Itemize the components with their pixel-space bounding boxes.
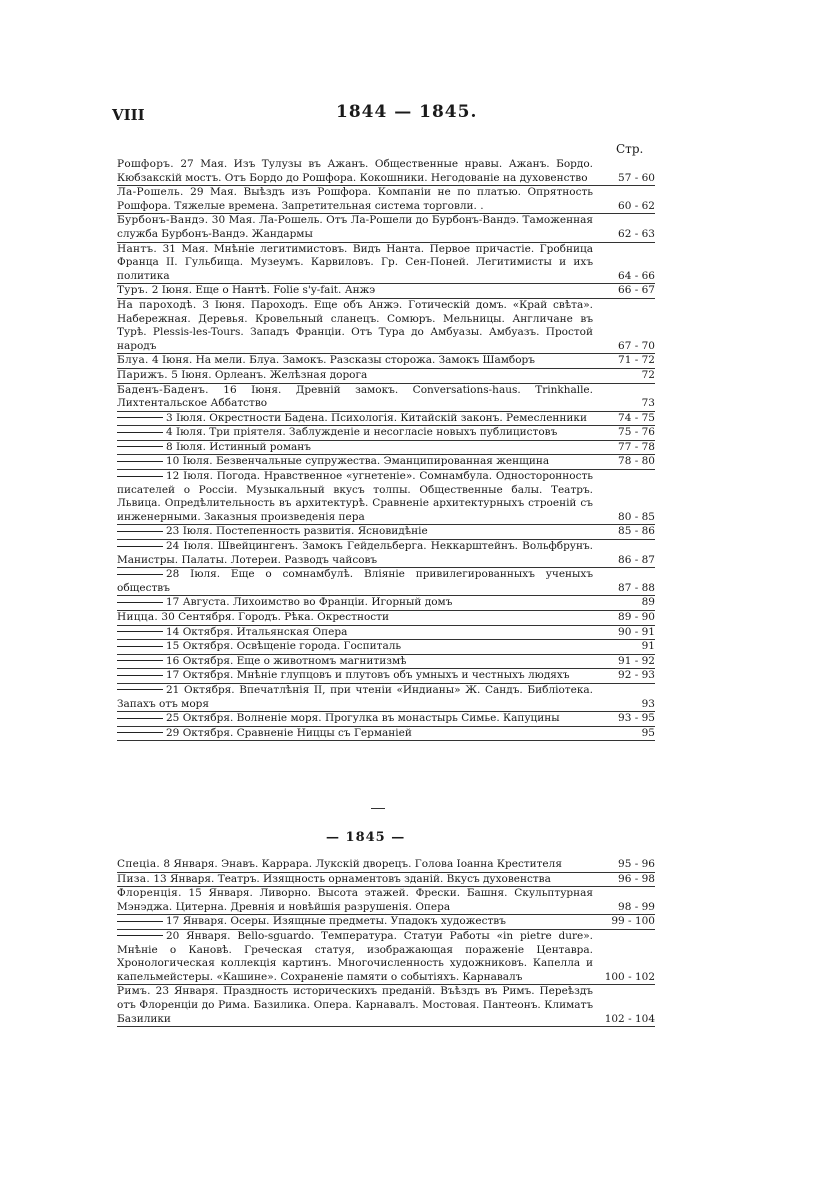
- toc-entry-place: Рошфоръ.: [117, 158, 174, 170]
- toc-entry-text-block: [117, 915, 597, 929]
- toc-entry: [117, 384, 655, 412]
- toc-entry: [117, 243, 655, 285]
- ditto-dash: [117, 432, 163, 433]
- toc-entry-text-block: [117, 426, 597, 440]
- year-label: 1845: [345, 830, 386, 845]
- toc-entry-text-block: [117, 684, 597, 711]
- toc-entry-place: Парижъ.: [117, 368, 168, 381]
- toc-entry-text-block: [117, 873, 597, 887]
- toc-entry-text-block: [117, 299, 597, 353]
- toc-entry-pages: 57 - 60: [618, 171, 655, 184]
- toc-entry-pages: 72: [641, 368, 655, 381]
- toc-entry-text-block: [117, 596, 597, 610]
- toc-entry-pages: 99 - 100: [611, 915, 655, 928]
- toc-entry: [117, 858, 655, 873]
- ditto-dash: [117, 631, 163, 632]
- year-heading-1845: — 1845 —: [326, 830, 406, 845]
- ditto-dash: [117, 732, 163, 733]
- ditto-dash: [117, 675, 163, 676]
- toc-entry: [117, 369, 655, 384]
- toc-entry-text: 27 Мая. Изъ Тулузы въ Ажанъ. Общественные нравы. Ажанъ. Бордо. Кюбзакскій мостъ. Отъ Бордо до Рошфора. Кокошники. Негодованіе на духовенство: [117, 158, 593, 184]
- ditto-dash: [117, 446, 163, 447]
- ditto-dash: [117, 718, 163, 719]
- toc-entry-text: 25 Октября. Волненіе моря. Прогулка въ монастырь Симье. Капуцины: [166, 712, 560, 725]
- toc-entry-text: 29 Мая. Выѣздъ изъ Рошфора. Компаніи не по платью. Опрятность Рошфора. Тяжелые времена. Запретительная система торговли. .: [117, 186, 593, 212]
- ditto-dash: [117, 417, 163, 418]
- toc-entry-pages: 71 - 72: [618, 354, 655, 367]
- toc-entry-pages: 92 - 93: [618, 669, 655, 682]
- toc-entry-text: 16 Іюня. Древній замокъ. Conversations-haus. Trinkhalle. Лихтентальское Аббатство: [117, 383, 593, 410]
- toc-entry: [117, 611, 655, 626]
- toc-entry-text-block: [117, 354, 597, 368]
- toc-entry: [117, 985, 655, 1027]
- toc-entry-text: 17 Августа. Лихоимство во Франціи. Игорный домъ: [166, 596, 453, 609]
- toc-entry-text: 16 Октября. Еще о животномъ магнитизмѣ: [166, 654, 407, 667]
- toc-entry-text-block: [117, 214, 597, 241]
- toc-entry-place: Флоренція.: [117, 887, 182, 900]
- toc-entry: [117, 354, 655, 369]
- toc-entry: [117, 426, 655, 441]
- toc-entry-pages: 98 - 99: [618, 900, 655, 913]
- ditto-dash: [117, 574, 163, 575]
- page-number: VIII: [112, 106, 145, 124]
- toc-entry-pages: 60 - 62: [618, 199, 655, 212]
- toc-entry-text: 15 Января. Ливорно. Высота этажей. Фрески. Башня. Скульптурная Мэнэджа. Цитерна. Древнія и новѣйшія разрушенія. Опера: [117, 887, 593, 913]
- toc-1845: [117, 858, 655, 1027]
- toc-entry-place: Бурбонъ-Вандэ.: [117, 214, 209, 227]
- toc-entry-text-block: [117, 712, 597, 726]
- toc-entry-pages: 67 - 70: [618, 339, 655, 352]
- toc-entry-text: 4 Іюля. Три пріятеля. Заблужденіе и несогласіе новыхъ публицистовъ: [166, 426, 558, 439]
- toc-entry-text: 31 Мая. Мнѣніе легитимистовъ. Видъ Нанта. Первое причастіе. Гробница Франца II. Гульбища. Музеумъ. Карвиловъ. Гр. Сен-Поней. Легитимисты и ихъ политика: [117, 242, 593, 282]
- toc-entry-text-block: [117, 525, 597, 539]
- toc-entry-pages: 95: [641, 726, 655, 739]
- toc-entry-pages: 73: [641, 397, 655, 410]
- toc-entry: [117, 214, 655, 242]
- toc-entry: [117, 712, 655, 727]
- toc-entry-text: 13 Января. Театръ. Изящность орнаментовъ зданій. Вкусъ духовенства: [153, 872, 551, 885]
- toc-entry-text-block: [117, 669, 597, 683]
- ditto-dash: [117, 546, 163, 547]
- toc-entry-place: Римъ.: [117, 985, 151, 998]
- toc-entry-text: 21 Октября. Впечатлѣнія II, при чтеніи «Индианы» Ж. Сандъ. Библіотека. Запахъ отъ моря: [117, 683, 593, 710]
- toc-entry: [117, 284, 655, 299]
- toc-entry-text: 30 Сентября. Городъ. Рѣка. Окрестности: [161, 611, 389, 623]
- toc-entry-text-block: [117, 284, 597, 298]
- toc-entry: [117, 626, 655, 641]
- toc-entry: [117, 684, 655, 712]
- toc-entry-text: 23 Января. Праздность историческихъ преданій. Въѣздъ въ Римъ. Переѣздъ отъ Флоренціи до Рима. Базилика. Опера. Карнавалъ. Мостовая. Пантеонъ. Климатъ Базилики: [117, 985, 593, 1025]
- toc-entry-pages: 78 - 80: [618, 455, 655, 468]
- toc-entry-text: 29 Октября. Сравненіе Ниццы съ Германіей: [166, 726, 412, 739]
- toc-entry-text: 30 Мая. Ла-Рошель. Отъ Ла-Рошели до Бурбонъ-Вандэ. Таможенная служба Бурбонъ-Вандэ. Жандармы: [117, 214, 593, 240]
- ditto-dash: [117, 461, 163, 462]
- toc-entry: [117, 299, 655, 354]
- toc-entry-text: 5 Іюня. Орлеанъ. Желѣзная дорога: [171, 368, 368, 381]
- toc-entry-text: 14 Октября. Итальянская Опера: [166, 625, 348, 638]
- toc-entry-text-block: [117, 985, 597, 1026]
- page-title: 1844 — 1845.: [336, 102, 478, 122]
- toc-entry-text-block: [117, 655, 597, 669]
- toc-entry-place: Пиза.: [117, 872, 150, 885]
- toc-entry-pages: 87 - 88: [618, 581, 655, 594]
- toc-entry-text: 28 Іюля. Еще о сомнамбулѣ. Вліяніе привилегированныхъ ученыхъ обществъ: [117, 568, 593, 594]
- toc-entry-place: Ла-Рошель.: [117, 186, 184, 199]
- toc-entry-text-block: [117, 540, 597, 567]
- toc-entry-text: 8 Января. Энавъ. Каррара. Лукскій дворецъ. Голова Іоанна Крестителя: [163, 858, 562, 870]
- toc-entry-place: Ницца.: [117, 611, 159, 623]
- toc-entry: [117, 441, 655, 456]
- toc-entry: [117, 568, 655, 596]
- ditto-dash: [117, 531, 163, 532]
- toc-entry-text-block: [117, 455, 597, 469]
- toc-entry-pages: 89 - 90: [618, 611, 655, 623]
- toc-entry: [117, 655, 655, 670]
- toc-entry-text: 8 Іюля. Истинный романъ: [166, 440, 311, 453]
- toc-entry-text: 24 Іюля. Швейцингенъ. Замокъ Гейдельберга. Неккарштейнъ. Вольфбрунъ. Манистры. Палаты. Лотереи. Разводъ чайсовъ: [117, 540, 593, 566]
- ditto-dash: [117, 660, 163, 661]
- toc-entry: [117, 158, 655, 186]
- toc-entry-text-block: [117, 384, 597, 411]
- toc-entry: [117, 640, 655, 655]
- ditto-dash: [117, 602, 163, 603]
- ditto-dash: [117, 689, 163, 690]
- toc-entry-text-block: [117, 611, 597, 625]
- toc-entry-text-block: [117, 626, 597, 640]
- toc-entry-place: Баденъ-Баденъ.: [117, 383, 209, 396]
- toc-entry-pages: 91: [641, 640, 655, 653]
- toc-entry-text-block: [117, 158, 597, 185]
- toc-entry: [117, 525, 655, 540]
- ditto-dash: [117, 921, 163, 922]
- toc-entry-text: 15 Октября. Освѣщеніе города. Госпиталь: [166, 640, 402, 653]
- toc-entry-text: 10 Іюля. Безвенчальные супружества. Эманципированная женщина: [166, 455, 550, 468]
- toc-entry-pages: 93 - 95: [618, 712, 655, 725]
- toc-entry-text-block: [117, 640, 597, 654]
- toc-entry-text-block: [117, 568, 597, 595]
- toc-entry-text-block: [117, 930, 597, 984]
- ditto-dash: [117, 935, 163, 936]
- toc-entry-pages: 89: [641, 596, 655, 609]
- toc-entry: [117, 669, 655, 684]
- toc-entry-place: Нантъ.: [117, 242, 158, 255]
- toc-entry-text-block: [117, 727, 597, 741]
- toc-entry-pages: 100 - 102: [604, 970, 655, 983]
- toc-entry-text-block: [117, 243, 597, 284]
- toc-entry-text: 4 Іюня. На мели. Блуа. Замокъ. Разсказы сторожа. Замокъ Шамбоpъ: [152, 354, 535, 367]
- toc-1844: [117, 158, 655, 741]
- toc-entry-pages: 77 - 78: [618, 440, 655, 453]
- toc-entry-text: 17 Января. Осеры. Изящные предметы. Упадокъ художествъ: [166, 915, 506, 928]
- toc-entry-text-block: [117, 470, 597, 524]
- toc-entry: [117, 470, 655, 525]
- toc-entry-text: 3 Іюля. Окрестности Бадена. Психологія. Китайскій законъ. Ремесленники: [166, 411, 587, 424]
- toc-entry: [117, 887, 655, 915]
- page-column-label: Стр.: [616, 142, 644, 156]
- toc-entry-place: Блуа.: [117, 354, 149, 367]
- toc-entry: [117, 930, 655, 985]
- toc-entry-text-block: [117, 186, 597, 213]
- toc-entry-pages: 102 - 104: [604, 1012, 655, 1025]
- section-divider: [371, 808, 385, 809]
- toc-entry-text: 2 Іюня. Еще о Нантѣ. Folie s'y-fait. Анжэ: [151, 284, 376, 297]
- ditto-dash: [117, 646, 163, 647]
- toc-entry-pages: 75 - 76: [618, 426, 655, 439]
- toc-entry-pages: 93: [641, 697, 655, 710]
- toc-entry-place: Туръ.: [117, 284, 149, 297]
- toc-entry-pages: 64 - 66: [618, 269, 655, 282]
- toc-entry-text-block: [117, 412, 597, 426]
- toc-entry-place: На пароходѣ.: [117, 298, 197, 311]
- toc-entry-pages: 96 - 98: [618, 872, 655, 885]
- toc-entry-pages: 90 - 91: [618, 625, 655, 638]
- toc-entry-pages: 74 - 75: [618, 411, 655, 424]
- toc-entry: [117, 186, 655, 214]
- toc-entry-text: 20 Января. Bello-sguardo. Температура. Статуи Работы «in pietre dure». Мнѣніе о Кановѣ. Греческая статуя, изображающая пораженіе Центавра. Хронологическая коллекція картинъ. Многочисленность художниковъ. Капелла и капельмейстеры. «Кашине». Сохраненіе памяти о событіяхъ. Карнавалъ: [117, 929, 593, 983]
- toc-entry: [117, 455, 655, 470]
- toc-entry-text: 17 Октября. Мнѣніе глупцовъ и плутовъ объ умныхъ и честныхъ людяхъ: [166, 669, 570, 682]
- toc-entry-pages: 62 - 63: [618, 227, 655, 240]
- toc-entry: [117, 412, 655, 427]
- toc-entry: [117, 596, 655, 611]
- toc-entry-text-block: [117, 858, 597, 872]
- toc-entry: [117, 540, 655, 568]
- toc-entry-pages: 80 - 85: [618, 510, 655, 523]
- ditto-dash: [117, 476, 163, 477]
- toc-entry: [117, 915, 655, 930]
- toc-entry-pages: 91 - 92: [618, 654, 655, 667]
- toc-entry-pages: 85 - 86: [618, 525, 655, 538]
- toc-entry-pages: 86 - 87: [618, 553, 655, 566]
- toc-entry-text: 12 Іюля. Погода. Нравственное «угнетеніе». Сомнамбула. Односторонность писателей о Россіи. Музыкальный вкусъ толпы. Общественные балы. Театръ. Львица. Опредѣлительность въ архитектурѣ. Сравненіе архитектурныхъ строеній съ инженерными. Заказныя произведенія пера: [117, 470, 593, 523]
- toc-entry-text: 3 Іюня. Пароходъ. Еще объ Анжэ. Готическій домъ. «Край свѣта». Набережная. Деревья. Кровельный сланецъ. Сомюръ. Мельницы. Англичане въ Турѣ. Plessis-les-Tours. Западъ Франціи. Отъ Тура до Амбуазы. Амбуазъ. Простой народъ: [117, 298, 593, 352]
- toc-entry-place: Спеціа.: [117, 858, 161, 870]
- toc-entry: [117, 873, 655, 888]
- toc-entry-text-block: [117, 369, 597, 383]
- toc-entry: [117, 727, 655, 742]
- toc-entry-text-block: [117, 887, 597, 914]
- toc-entry-pages: 66 - 67: [618, 284, 655, 297]
- toc-entry-text: 23 Іюля. Постепенность развитія. Ясновидѣніе: [166, 525, 428, 538]
- toc-entry-pages: 95 - 96: [618, 858, 655, 870]
- toc-entry-text-block: [117, 441, 597, 455]
